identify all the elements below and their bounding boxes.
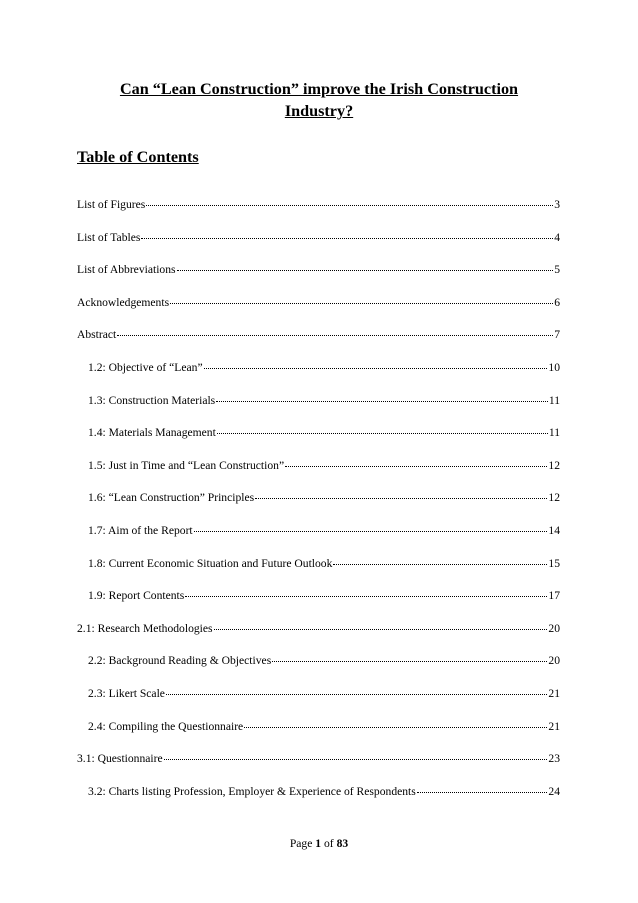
toc-leader-dots [285,466,547,467]
footer-total-pages: 83 [336,837,349,850]
toc-entry-label: List of Abbreviations [77,263,176,277]
toc-leader-dots [333,564,547,565]
toc-leader-dots [146,205,553,206]
toc-entry-page-number: 20 [548,654,560,668]
toc-entry-page-number: 4 [554,230,560,244]
page-footer [0,837,638,850]
toc-entry-label: 2.1: Research Methodologies [77,621,213,635]
toc-entry[interactable] [77,296,560,312]
toc-entry[interactable] [88,785,560,801]
toc-entry[interactable] [88,557,560,573]
toc-entry[interactable] [77,752,560,768]
toc-leader-dots [255,498,547,499]
toc-entry-label: List of Tables [77,230,141,244]
toc-leader-dots [417,792,548,793]
toc-entry-page-number: 21 [548,687,560,700]
toc-entry-label: 1.9: Report Contents [88,589,185,603]
toc-leader-dots [204,368,548,369]
toc-entry[interactable] [88,459,560,475]
toc-leader-dots [217,433,548,434]
toc-entry[interactable] [88,589,560,605]
toc-entry-page-number: 20 [548,621,560,635]
toc-entry-label: 1.8: Current Economic Situation and Future Outlook [88,556,333,570]
toc-leader-dots [272,661,547,662]
toc-entry[interactable] [88,524,560,540]
toc-entry-page-number: 11 [548,393,560,407]
toc-entry[interactable] [88,720,560,736]
toc-entry-page-number: 17 [548,589,560,603]
toc-entry-page-number: 7 [554,328,560,342]
footer-page-word: Page [289,837,313,850]
toc-entry-label: 1.5: Just in Time and “Lean Construction” [88,458,285,472]
toc-leader-dots [214,629,548,630]
toc-entry-page-number: 21 [548,719,560,733]
toc-entry[interactable] [77,198,560,214]
toc-entry[interactable] [77,328,560,344]
toc-entry-label: 1.6: “Lean Construction” Principles [88,491,255,505]
toc-entry-label: 1.3: Construction Materials [88,393,216,407]
footer-current-page: 1 [315,837,322,850]
toc-leader-dots [141,238,553,239]
toc-entry-page-number: 24 [548,784,560,798]
toc-leader-dots [170,303,553,304]
toc-leader-dots [244,727,547,728]
toc-entry-label: 1.2: Objective of “Lean” [88,361,203,374]
toc-leader-dots [185,596,547,597]
footer-of-word: of [323,837,334,850]
toc-entry-label: List of Figures [77,198,146,211]
toc-entry-label: 2.3: Likert Scale [88,687,165,700]
toc-leader-dots [164,759,548,760]
toc-entry-label: Acknowledgements [77,295,170,309]
toc-leader-dots [216,401,548,402]
title-line-2: Industry? [284,102,354,120]
toc-leader-dots [194,531,548,532]
toc-entry-label: 2.2: Background Reading & Objectives [88,654,272,668]
toc-entry-label: 1.7: Aim of the Report [88,524,193,537]
toc-entry[interactable] [88,654,560,670]
toc-entry-page-number: 12 [548,491,560,505]
title-line-1: Can “Lean Construction” improve the Irish Construction [119,80,519,98]
toc-entry-page-number: 12 [548,458,560,472]
toc-entry-page-number: 11 [548,426,560,440]
toc-entry-label: 1.4: Materials Management [88,426,216,440]
toc-entry[interactable] [77,263,560,279]
toc-leader-dots [117,335,553,336]
toc-entry-page-number: 6 [554,295,560,309]
toc-entry[interactable] [88,426,560,442]
toc-entry[interactable] [88,491,560,507]
toc-entry-page-number: 14 [548,524,560,537]
toc-entry-label: Abstract [77,328,117,342]
toc-entry[interactable] [77,622,560,638]
toc-entry-page-number: 10 [548,361,560,374]
toc-entry[interactable] [88,394,560,410]
toc-entry-label: 2.4: Compiling the Questionnaire [88,719,244,733]
toc-heading: Table of Contents [77,148,199,166]
toc-entry[interactable] [88,361,560,377]
toc-entry-page-number: 5 [554,263,560,277]
toc-entry[interactable] [77,231,560,247]
toc-entry[interactable] [88,687,560,703]
toc-entry-label: 3.2: Charts listing Profession, Employer & Experience of Respondents [88,784,416,798]
toc-entry-label: 3.1: Questionnaire [77,752,163,766]
toc-entry-page-number: 3 [554,198,560,211]
toc-entry-page-number: 23 [548,752,560,766]
toc-leader-dots [177,270,554,271]
toc-leader-dots [166,694,547,695]
toc-entry-page-number: 15 [548,556,560,570]
